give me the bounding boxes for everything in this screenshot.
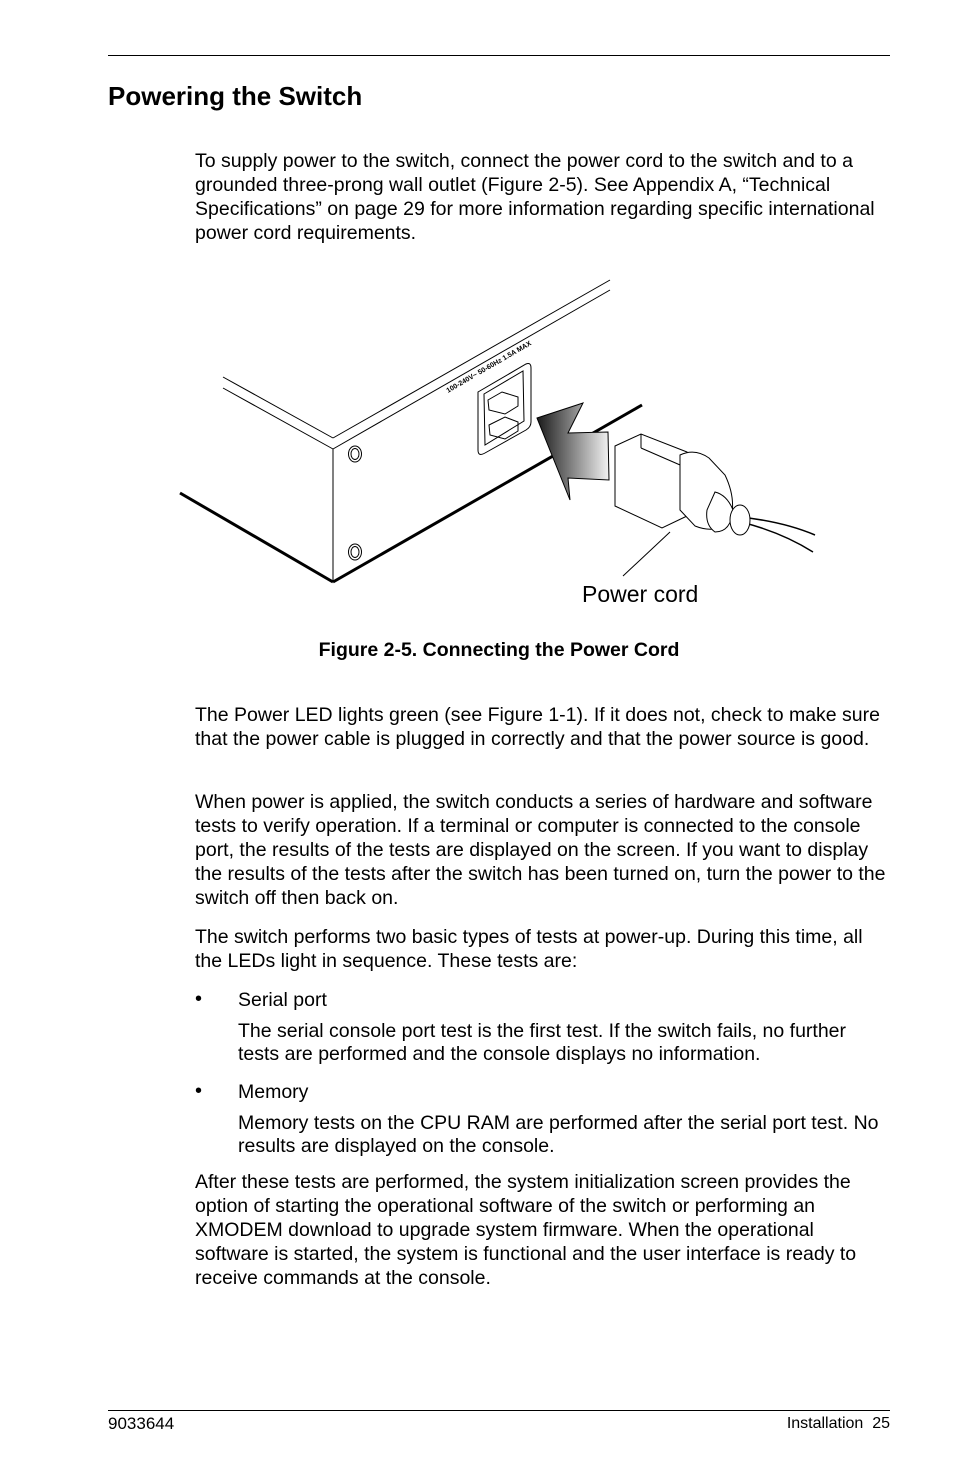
document-number: 9033644 xyxy=(108,1414,175,1433)
power-cord-plug-icon xyxy=(615,434,815,552)
intro-paragraph: To supply power to the switch, connect the power cord to the switch and to a grounded three-prong wall outlet (Figure 2-5). See Appendix A, “Technical Specifications” on page 29 for more information regarding specific international power cord requirements. xyxy=(195,150,875,244)
bullet-desc-memory: Memory tests on the CPU RAM are performed after the serial port test. No results are displayed on the console. xyxy=(238,1112,879,1157)
bullet-title-serial-port: Serial port xyxy=(238,989,327,1011)
power-cord-callout: Power cord xyxy=(582,581,699,607)
page-number: Installation 25 xyxy=(786,1415,890,1432)
self-test-paragraph: When power is applied, the switch conducts a series of hardware and software tests to verify operation. If a terminal or computer is connected to the console port, the results of the tests are displayed on the screen. If you want to display the results of the tests after the switch has been turned on, turn the power to the switch off then back on. xyxy=(195,791,886,909)
insertion-arrow-icon xyxy=(537,403,609,500)
bullet-icon: • xyxy=(195,1080,203,1102)
callout-leader-line xyxy=(623,532,670,576)
power-cord-figure xyxy=(175,270,825,615)
after-tests-paragraph: After these tests are performed, the system initialization screen provides the option of starting the operational software of the switch or performing an XMODEM download to upgrade system firmware. When the operational software is started, the system is functional and the user interface is ready to receive commands at the console. xyxy=(195,1171,857,1289)
bullet-title-memory: Memory xyxy=(238,1081,309,1103)
screw-icon xyxy=(349,446,362,462)
figure-caption: Figure 2-5. Connecting the Power Cord xyxy=(318,639,680,661)
screw-icon xyxy=(349,544,362,560)
switch-chassis xyxy=(180,280,642,582)
power-inlet-icon xyxy=(478,364,531,455)
section-heading: Powering the Switch xyxy=(108,81,363,111)
voltage-rating-label: 100-240V~ 50-60Hz 1.5A MAX xyxy=(445,340,533,395)
test-types-paragraph: The switch performs two basic types of tests at power-up. During this time, all the LEDs light in sequence. These tests are: xyxy=(195,926,863,972)
bullet-desc-serial-port: The serial console port test is the first test. If the switch fails, no further tests are performed and the console displays no information. xyxy=(238,1020,847,1065)
footer-rule xyxy=(108,1410,890,1411)
power-led-paragraph: The Power LED lights green (see Figure 1-1). If it does not, check to make sure that the power cable is plugged in correctly and that the power source is good. xyxy=(195,704,880,750)
header-rule xyxy=(108,55,890,56)
bullet-icon: • xyxy=(195,988,203,1010)
